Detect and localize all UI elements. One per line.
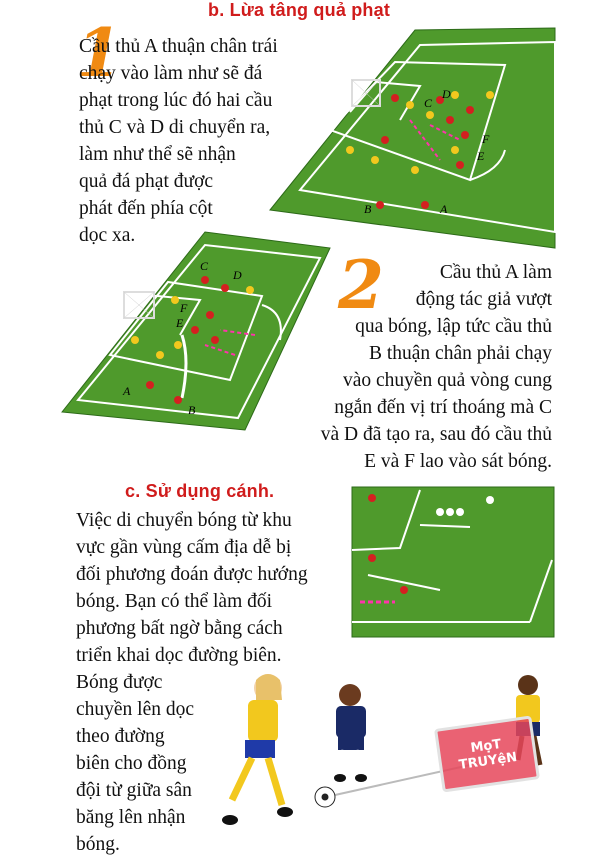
boy-player [334,684,367,782]
diagram-2-label: E [176,316,184,330]
diagram-2-label: A [123,384,131,398]
diagram-1-label: B [364,202,372,216]
diagram-1-label: F [482,132,490,146]
diagram-1-label: D [442,87,451,101]
diagram-1-label: A [440,202,448,216]
diagram-2-label: C [200,259,209,273]
girl-player [222,674,293,825]
step-1-text: Cầu thủ A thuận chân trái chạy vào làm như sẽ đá phạt trong lúc đó hai cầu thủ C và D di chuyển ra, làm như thể sẽ nhận quả đá phạt được phát đến phía cột dọc xa. [79,36,278,246]
diagram-2-label: F [180,301,188,315]
step-1-number: 1 [76,14,122,92]
diagram-1-label: E [477,149,485,163]
diagram-2-label: D [233,268,242,282]
watermark-text: MọT TRUYệN [458,737,519,773]
diagram-1-label: C [424,96,433,110]
section-b-heading: b. Lừa tâng quả phạt [208,0,391,20]
diagram-2-label: B [188,403,196,417]
watermark-stamp [434,715,540,792]
section-c-heading: c. Sử dụng cánh. [125,481,275,501]
section-c-text: Việc di chuyển bóng từ khu vực gần vùng cấm địa dễ bị đối phương đoán được hướng bóng. Bạn có thể làm đối phương bất ngờ bằng cách triển khai dọc đường biên. Bóng được chuyền lên dọc theo đường biên cho đồng đội từ giữa sân băng lên nhận bóng. [76,510,308,855]
step-2-number: 2 [338,246,384,324]
soccer-ball [315,787,335,807]
step-2-text: Cầu thủ A làm động tác giả vượt qua bóng, lập tức cầu thủ B thuận chân phải chạy vào chuyền quả vòng cung ngắn đến vị trí thoáng mà C và D đã tạo ra, sau đó cầu thủ E và F lao vào sát bóng. [320,262,552,472]
